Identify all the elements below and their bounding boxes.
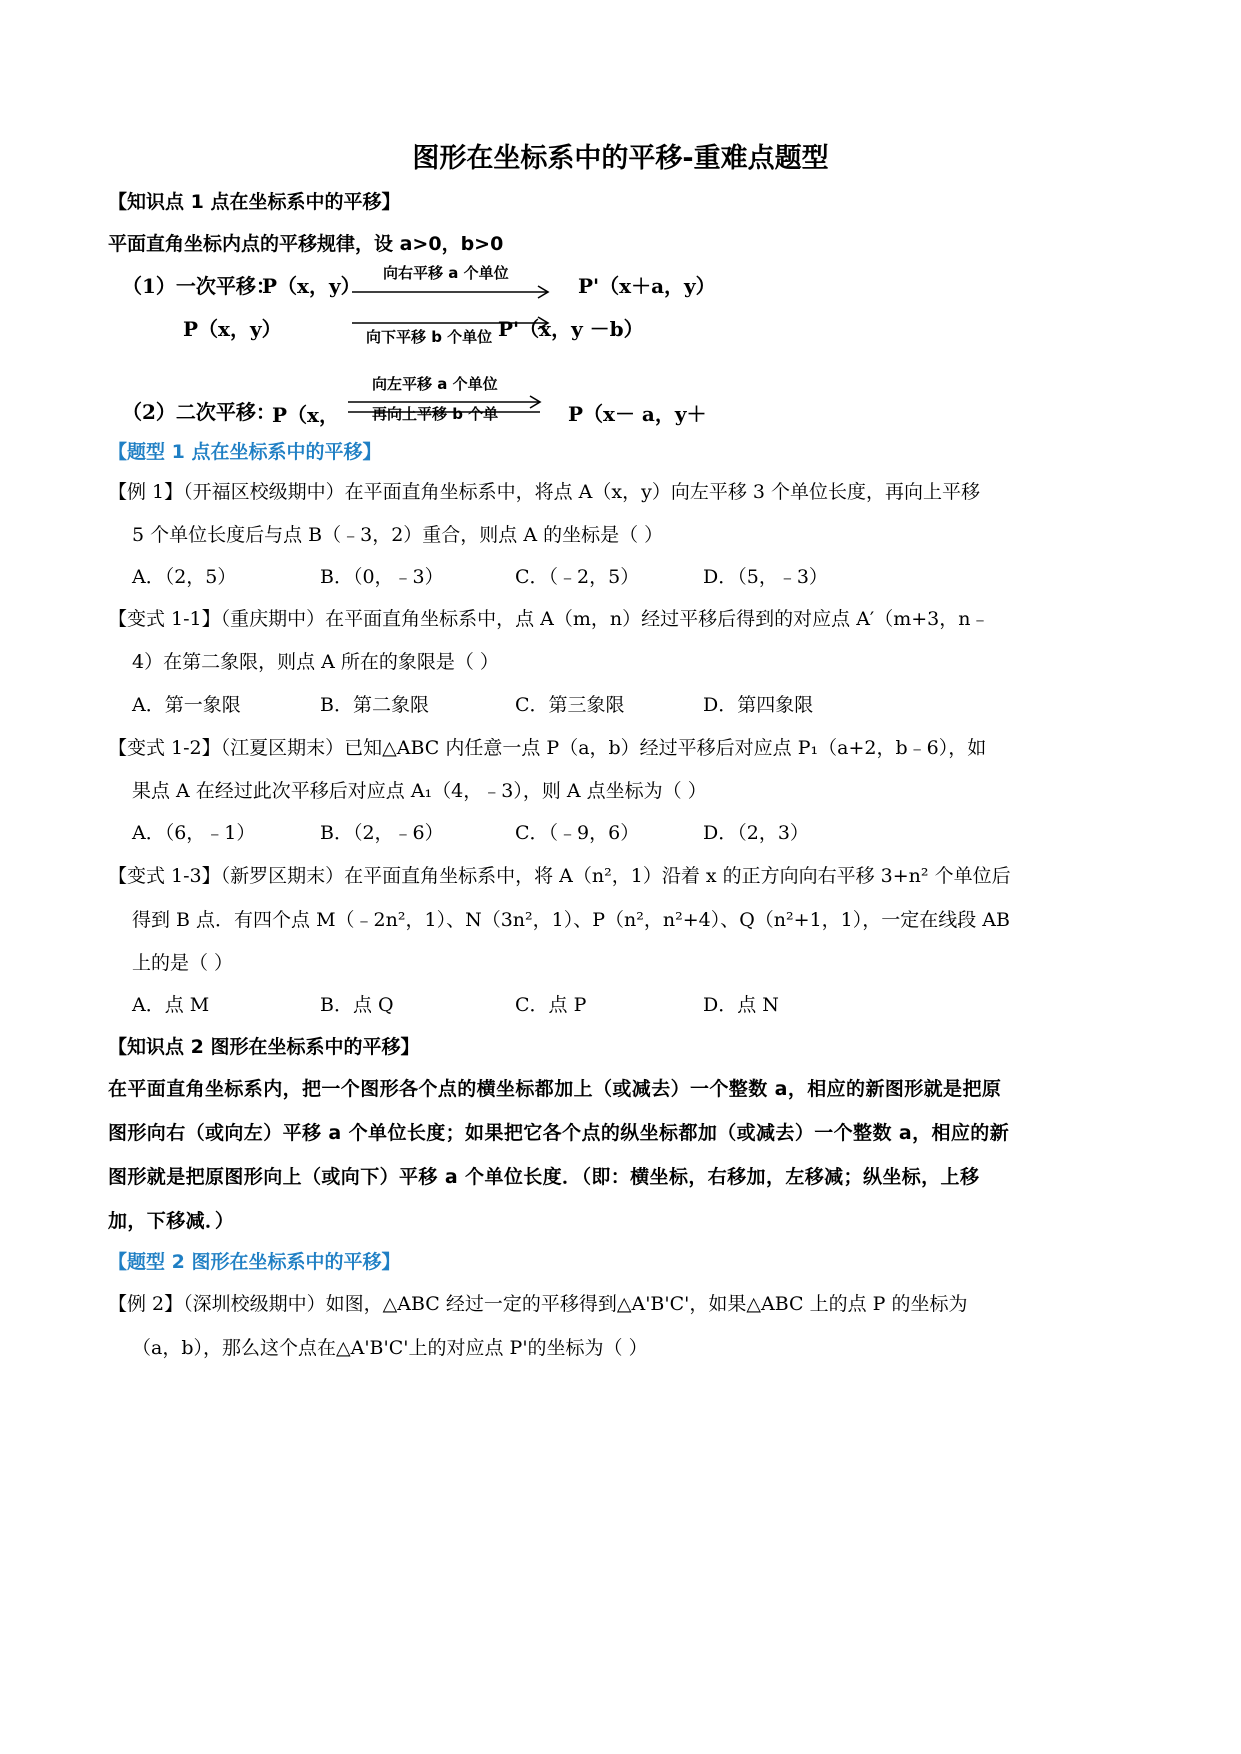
kp2-line-4: 加，下移减．） [108, 1210, 235, 1232]
q2-option-a[interactable]: A．第一象限 [132, 694, 241, 716]
first-row2-start: P（x，y） [183, 317, 282, 341]
type2-heading: 【题型 2 图形在坐标系中的平移】 [108, 1251, 401, 1273]
q3-option-c[interactable]: C．（﹣9，6） [515, 822, 640, 844]
ex2-text1: （深圳校级期中）如图，△ABC 经过一定的平移得到△A'B'C'，如果△ABC 上的点 P 的坐标为 [183, 1293, 968, 1315]
second-arrow-bottom-label: 再向上平移 b 个单 [372, 405, 499, 423]
q1-option-a[interactable]: A．（2，5） [132, 566, 237, 588]
q4-line3: 上的是（ ） [132, 952, 234, 974]
q3-line2: 果点 A 在经过此次平移后对应点 A₁（4，﹣3），则 A 点坐标为（ ） [132, 780, 707, 802]
q3-option-b[interactable]: B．（2，﹣6） [320, 822, 444, 844]
q1-line2: 5 个单位长度后与点 B（﹣3，2）重合，则点 A 的坐标是（ ） [132, 524, 664, 546]
kp2-heading: 【知识点 2 图形在坐标系中的平移】 [108, 1036, 420, 1058]
q4-option-a[interactable]: A．点 M [132, 994, 210, 1016]
q2-tag: 【变式 1-1】 [108, 608, 221, 630]
q4-option-c[interactable]: C．点 P [515, 994, 587, 1016]
q1-option-d[interactable]: D．（5，﹣3） [703, 566, 828, 588]
first-row2-arrow-label: 向下平移 b 个单位 [366, 328, 493, 346]
second-start: P（x， [272, 403, 339, 427]
q3-text1: （江夏区期末）已知△ABC 内任意一点 P（a，b）经过平移后对应点 P₁（a+2，b﹣6），如 [220, 737, 987, 759]
q4-tag: 【变式 1-3】 [108, 865, 221, 887]
kp2-line-1: 在平面直角坐标系内，把一个图形各个点的横坐标都加上（或减去）一个整数 a，相应的新图形就是把原 [108, 1078, 1002, 1100]
q3-option-d[interactable]: D．（2，3） [703, 822, 809, 844]
q2-option-c[interactable]: C．第三象限 [515, 694, 625, 716]
second-arrow-top-label: 向左平移 a 个单位 [372, 375, 498, 393]
q4-option-d[interactable]: D．点 N [703, 994, 779, 1016]
page-title: 图形在坐标系中的平移-重难点题型 [412, 143, 829, 174]
q4-option-b[interactable]: B．点 Q [320, 994, 394, 1016]
ex2-line1 [108, 1289, 967, 1316]
kp1-rule: 平面直角坐标内点的平移规律，设 a>0，b>0 [108, 233, 504, 255]
translation-arrows [0, 0, 1241, 500]
q2-option-d[interactable]: D．第四象限 [703, 694, 814, 716]
kp1-heading: 【知识点 1 点在坐标系中的平移】 [108, 191, 401, 213]
first-row1-arrow-label: 向右平移 a 个单位 [383, 264, 509, 282]
kp2-line-2: 图形向右（或向左）平移 a 个单位长度；如果把它各个点的纵坐标都加（或减去）一个整数 a，相应的新 [108, 1122, 1010, 1144]
q2-text1: （重庆期中）在平面直角坐标系中，点 A（m，n）经过平移后得到的对应点 A′（m+3，n﹣ [220, 608, 990, 630]
ex2-tag: 【例 2】 [108, 1293, 184, 1315]
type1-heading: 【题型 1 点在坐标系中的平移】 [108, 441, 382, 463]
q1-option-b[interactable]: B．（0，﹣3） [320, 566, 444, 588]
q2-line1 [108, 604, 990, 631]
ex2-line2: （a，b），那么这个点在△A'B'C'上的对应点 P'的坐标为（ ） [132, 1337, 648, 1359]
q1-tag: 【例 1】 [108, 481, 184, 503]
q2-option-b[interactable]: B．第二象限 [320, 694, 429, 716]
first-translation-label: （1）一次平移： [122, 274, 276, 298]
second-translation-label: （2）二次平移： [122, 400, 276, 424]
second-end: P（x－ a，y＋ [568, 402, 707, 426]
first-row1-start: P（x，y） [262, 274, 361, 298]
q4-text1: （新罗区期末）在平面直角坐标系中，将 A（n²，1）沿着 x 的正方向向右平移 3+n² 个单位后 [220, 865, 1011, 887]
first-row1-end: P'（x＋a，y） [578, 274, 716, 298]
q3-tag: 【变式 1-2】 [108, 737, 221, 759]
q4-line2: 得到 B 点．有四个点 M（﹣2n²，1）、N（3n²，1）、P（n²，n²+4）、Q（n²+1，1），一定在线段 AB [132, 909, 1010, 931]
q1-text1: （开福区校级期中）在平面直角坐标系中，将点 A（x，y）向左平移 3 个单位长度，再向上平移 [183, 481, 981, 503]
q2-line2: 4）在第二象限，则点 A 所在的象限是（ ） [132, 651, 499, 673]
kp2-line-3: 图形就是把原图形向上（或向下）平移 a 个单位长度．（即：横坐标，右移加，左移减；纵坐标，上移 [108, 1166, 980, 1188]
q3-option-a[interactable]: A．（6，﹣1） [132, 822, 256, 844]
q1-line1 [108, 477, 980, 504]
q3-line1 [108, 733, 986, 760]
q1-option-c[interactable]: C．（﹣2，5） [515, 566, 640, 588]
q4-line1 [108, 861, 1011, 888]
first-row2-end: P'（x，y －b） [498, 317, 644, 341]
